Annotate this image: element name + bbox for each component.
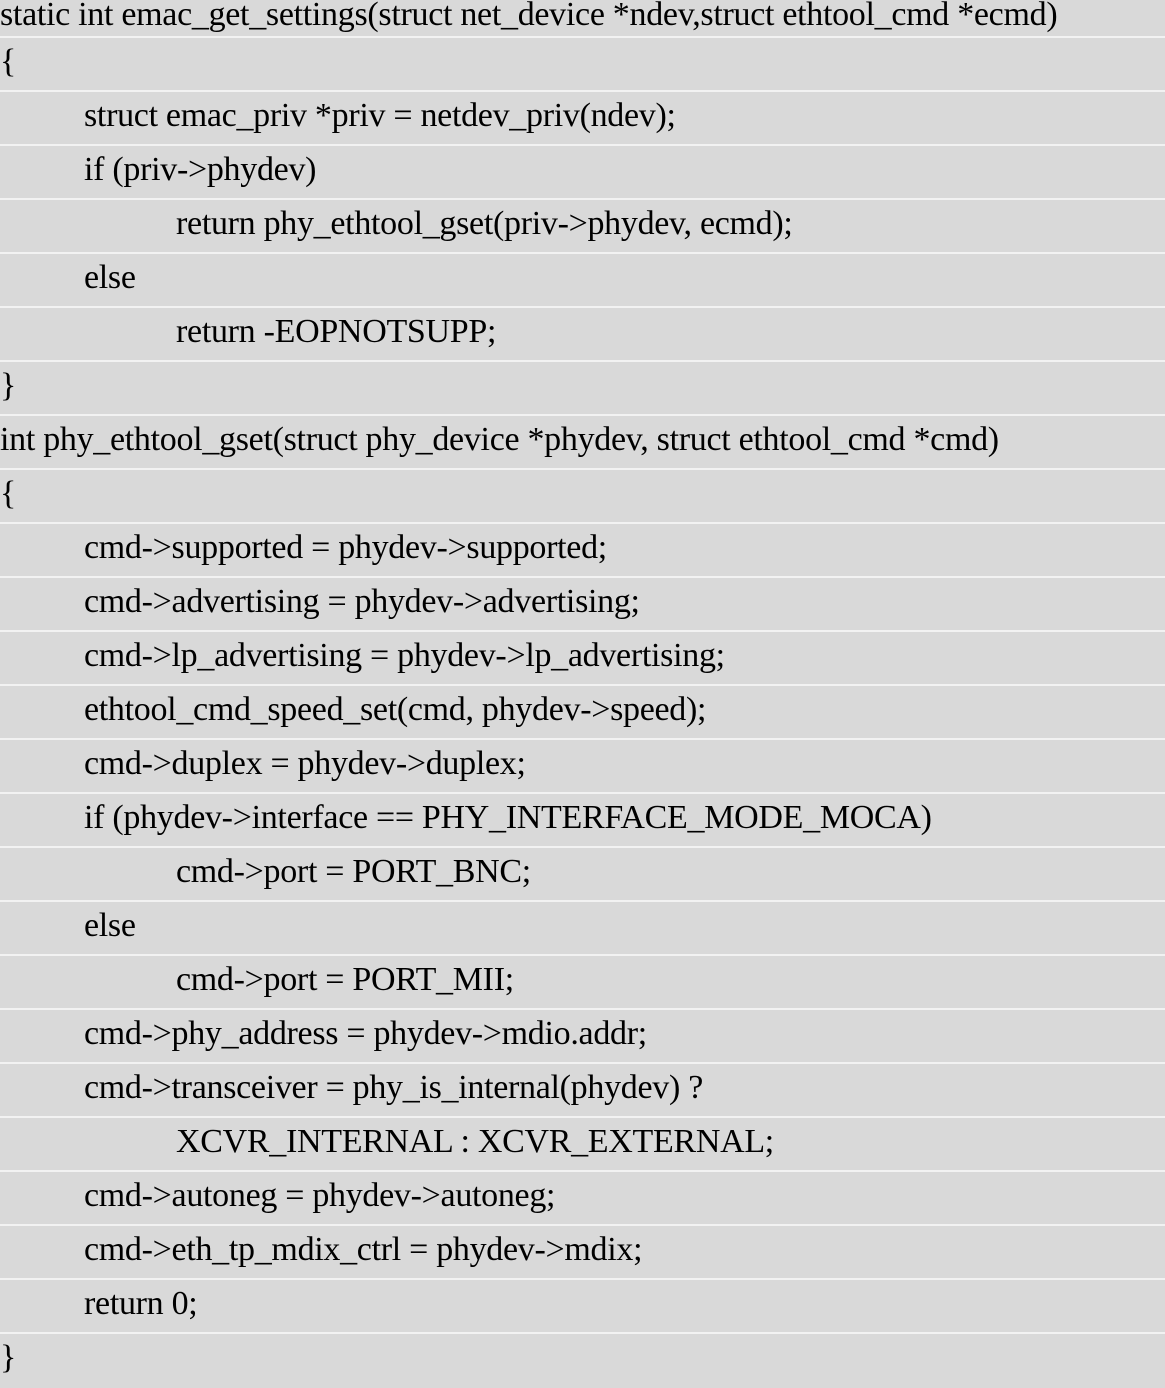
code-line: cmd->eth_tp_mdix_ctrl = phydev->mdix; <box>0 1226 1165 1280</box>
code-line: cmd->duplex = phydev->duplex; <box>0 740 1165 794</box>
code-line: { <box>0 470 1165 524</box>
code-line: cmd->autoneg = phydev->autoneg; <box>0 1172 1165 1226</box>
code-line: else <box>0 902 1165 956</box>
code-line: cmd->advertising = phydev->advertising; <box>0 578 1165 632</box>
code-line: cmd->transceiver = phy_is_internal(phydev) ? <box>0 1064 1165 1118</box>
code-line: return phy_ethtool_gset(priv->phydev, ecmd); <box>0 200 1165 254</box>
code-line: else <box>0 254 1165 308</box>
code-line: cmd->port = PORT_MII; <box>0 956 1165 1010</box>
code-line: if (phydev->interface == PHY_INTERFACE_MODE_MOCA) <box>0 794 1165 848</box>
code-line: cmd->phy_address = phydev->mdio.addr; <box>0 1010 1165 1064</box>
code-line: static int emac_get_settings(struct net_device *ndev,struct ethtool_cmd *ecmd) <box>0 0 1165 38</box>
code-line: { <box>0 38 1165 92</box>
code-line: int phy_ethtool_gset(struct phy_device *phydev, struct ethtool_cmd *cmd) <box>0 416 1165 470</box>
code-line: ethtool_cmd_speed_set(cmd, phydev->speed); <box>0 686 1165 740</box>
code-line: XCVR_INTERNAL : XCVR_EXTERNAL; <box>0 1118 1165 1172</box>
code-line: struct emac_priv *priv = netdev_priv(ndev); <box>0 92 1165 146</box>
code-line: cmd->lp_advertising = phydev->lp_advertising; <box>0 632 1165 686</box>
code-line: } <box>0 1339 17 1376</box>
code-line: cmd->port = PORT_BNC; <box>0 848 1165 902</box>
code-line: return -EOPNOTSUPP; <box>0 308 1165 362</box>
code-line: cmd->supported = phydev->supported; <box>0 524 1165 578</box>
code-line: return 0; <box>0 1280 1165 1334</box>
code-line: if (priv->phydev) <box>0 146 1165 200</box>
code-line: } <box>0 362 1165 416</box>
